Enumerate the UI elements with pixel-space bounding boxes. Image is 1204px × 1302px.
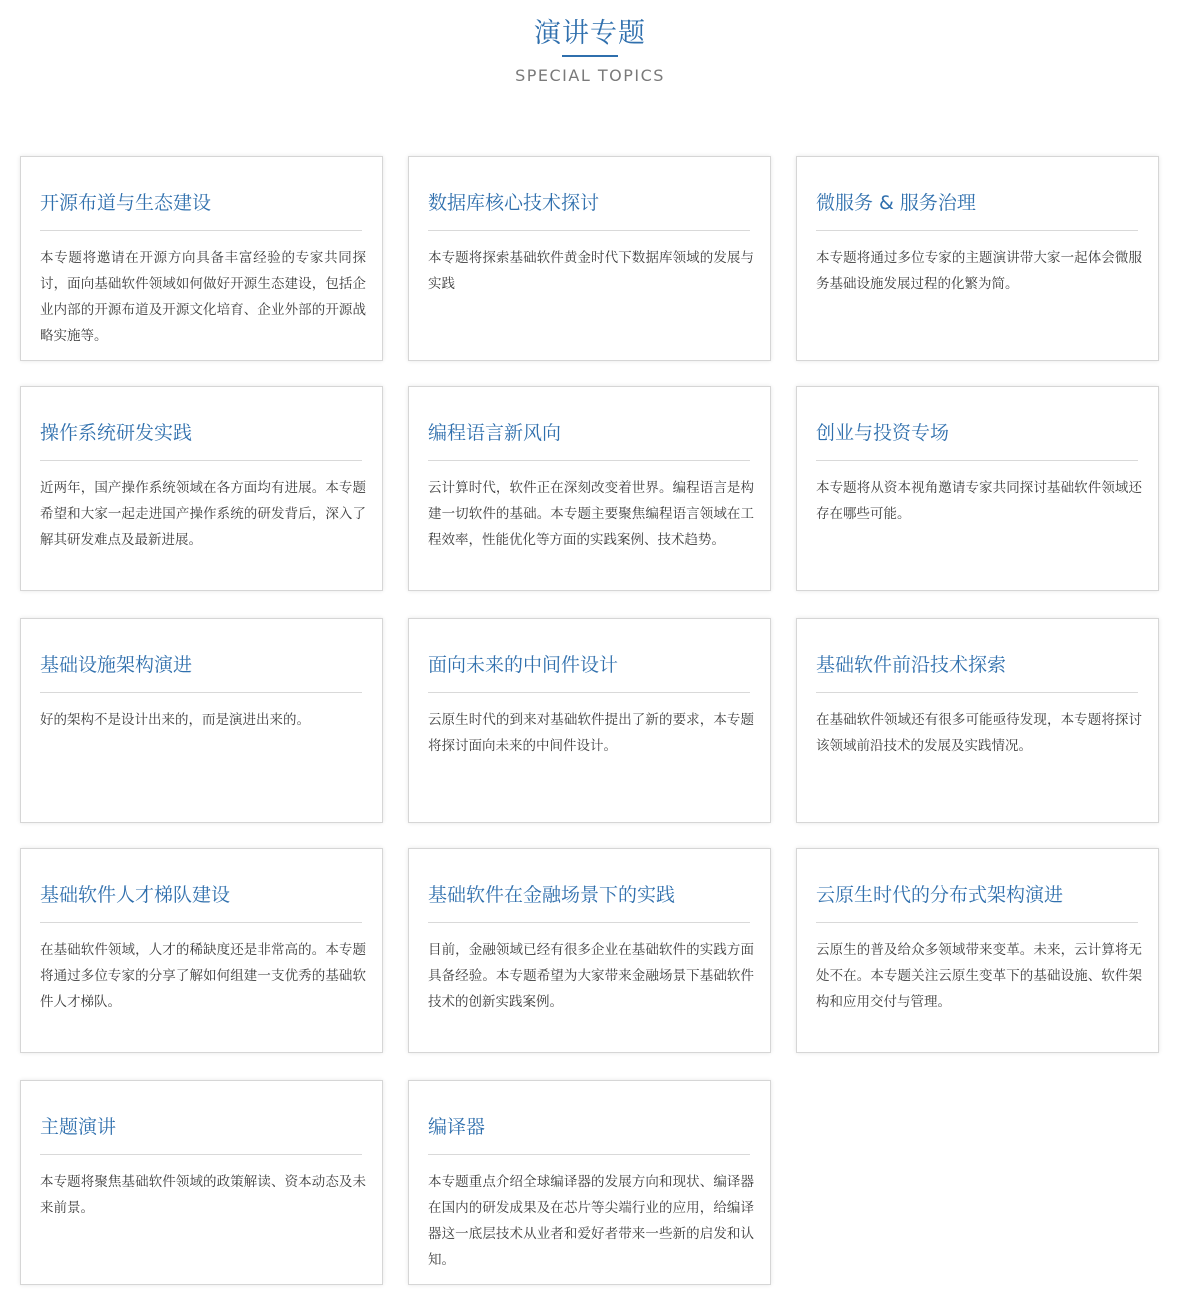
topic-description: 云原生时代的到来对基础软件提出了新的要求，本专题将探讨面向未来的中间件设计。 bbox=[428, 712, 754, 754]
topic-title[interactable]: 编译器 bbox=[428, 1116, 486, 1138]
divider bbox=[428, 1154, 750, 1155]
topic-card[interactable] bbox=[408, 618, 771, 823]
divider bbox=[428, 692, 750, 693]
divider bbox=[428, 922, 750, 923]
topic-title[interactable]: 编程语言新风向 bbox=[428, 422, 562, 444]
topic-description: 好的架构不是设计出来的，而是演进出来的。 bbox=[40, 712, 310, 728]
divider bbox=[40, 692, 362, 693]
topic-title[interactable]: 基础软件人才梯队建设 bbox=[40, 884, 231, 906]
topic-description: 本专题将通过多位专家的主题演讲带大家一起体会微服务基础设施发展过程的化繁为简。 bbox=[816, 250, 1142, 292]
topic-description: 目前，金融领域已经有很多企业在基础软件的实践方面具备经验。本专题希望为大家带来金融场景下基础软件技术的创新实践案例。 bbox=[428, 942, 754, 1010]
topic-title[interactable]: 主题演讲 bbox=[40, 1116, 117, 1138]
topic-title[interactable]: 基础软件在金融场景下的实践 bbox=[428, 884, 676, 906]
topic-description: 本专题将从资本视角邀请专家共同探讨基础软件领域还存在哪些可能。 bbox=[816, 480, 1142, 522]
topic-title[interactable]: 面向未来的中间件设计 bbox=[428, 654, 619, 676]
title-underline bbox=[562, 55, 618, 57]
divider bbox=[40, 922, 362, 923]
divider bbox=[428, 230, 750, 231]
topic-title[interactable]: 基础设施架构演进 bbox=[40, 654, 193, 676]
topic-card[interactable] bbox=[796, 618, 1159, 823]
divider bbox=[428, 460, 750, 461]
topic-title[interactable]: 创业与投资专场 bbox=[816, 422, 950, 444]
topic-card[interactable] bbox=[408, 1080, 771, 1285]
topic-description: 本专题重点介绍全球编译器的发展方向和现状、编译器在国内的研发成果及在芯片等尖端行业的应用，给编译器这一底层技术从业者和爱好者带来一些新的启发和认知。 bbox=[428, 1174, 754, 1268]
divider bbox=[40, 1154, 362, 1155]
topic-description: 本专题将邀请在开源方向具备丰富经验的专家共同探讨，面向基础软件领域如何做好开源生态建设，包括企业内部的开源布道及开源文化培育、企业外部的开源战略实施等。 bbox=[40, 250, 366, 344]
page-subtitle: SPECIAL TOPICS bbox=[515, 66, 665, 85]
topic-card[interactable] bbox=[408, 848, 771, 1053]
topic-card[interactable] bbox=[20, 618, 383, 823]
topic-card[interactable] bbox=[20, 156, 383, 361]
topic-description: 在基础软件领域还有很多可能亟待发现，本专题将探讨该领域前沿技术的发展及实践情况。 bbox=[816, 712, 1142, 754]
topic-description: 云原生的普及给众多领域带来变革。未来，云计算将无处不在。本专题关注云原生变革下的基础设施、软件架构和应用交付与管理。 bbox=[816, 942, 1142, 1010]
topic-description: 本专题将探索基础软件黄金时代下数据库领域的发展与实践 bbox=[428, 250, 754, 292]
topic-title[interactable]: 开源布道与生态建设 bbox=[40, 192, 212, 214]
topic-title[interactable]: 微服务 & 服务治理 bbox=[816, 192, 976, 214]
topic-title[interactable]: 云原生时代的分布式架构演进 bbox=[816, 884, 1064, 906]
topic-card[interactable] bbox=[408, 386, 771, 591]
topic-description: 近两年，国产操作系统领域在各方面均有进展。本专题希望和大家一起走进国产操作系统的研发背后，深入了解其研发难点及最新进展。 bbox=[40, 480, 366, 548]
topic-description: 云计算时代，软件正在深刻改变着世界。编程语言是构建一切软件的基础。本专题主要聚焦编程语言领域在工程效率，性能优化等方面的实践案例、技术趋势。 bbox=[428, 480, 754, 548]
topic-title[interactable]: 基础软件前沿技术探索 bbox=[816, 654, 1007, 676]
topic-card[interactable] bbox=[408, 156, 771, 361]
divider bbox=[816, 922, 1138, 923]
divider bbox=[816, 230, 1138, 231]
divider bbox=[816, 692, 1138, 693]
topic-description: 本专题将聚焦基础软件领域的政策解读、资本动态及未来前景。 bbox=[40, 1174, 366, 1216]
topic-card[interactable] bbox=[20, 848, 383, 1053]
divider bbox=[40, 230, 362, 231]
topic-card[interactable] bbox=[20, 1080, 383, 1285]
topic-card[interactable] bbox=[796, 386, 1159, 591]
topic-card[interactable] bbox=[796, 848, 1159, 1053]
topic-title[interactable]: 操作系统研发实践 bbox=[40, 422, 193, 444]
topic-card[interactable] bbox=[20, 386, 383, 591]
page-title: 演讲专题 bbox=[534, 18, 646, 49]
topic-card[interactable] bbox=[796, 156, 1159, 361]
topic-title[interactable]: 数据库核心技术探讨 bbox=[428, 192, 600, 214]
divider bbox=[40, 460, 362, 461]
divider bbox=[816, 460, 1138, 461]
topic-description: 在基础软件领域，人才的稀缺度还是非常高的。本专题将通过多位专家的分享了解如何组建一支优秀的基础软件人才梯队。 bbox=[40, 942, 366, 1010]
